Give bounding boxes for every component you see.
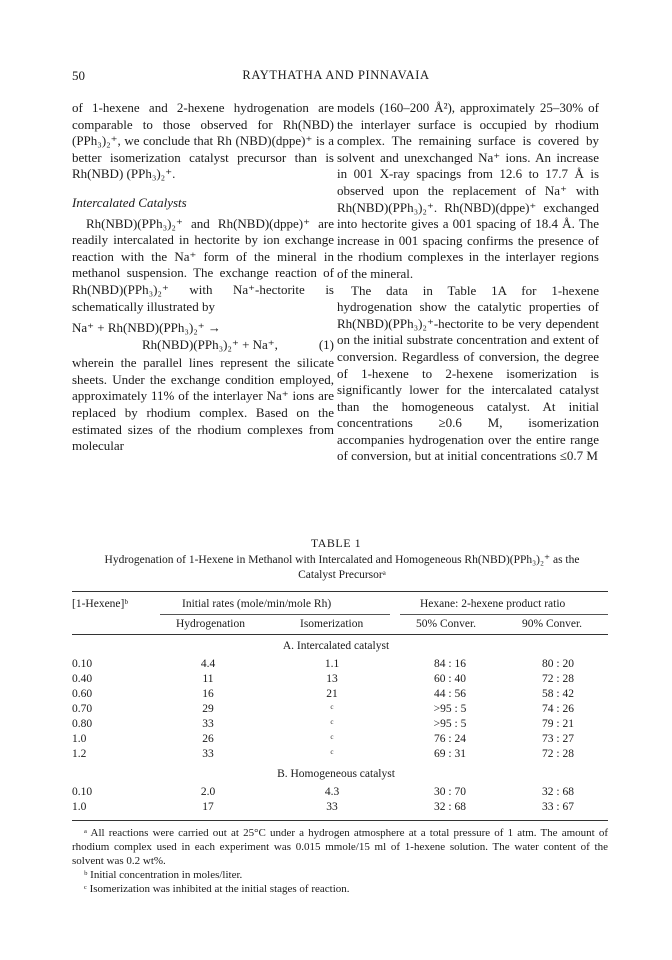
equation-line-1: Na⁺ + Rh(NBD)(PPh₃)₂⁺ → bbox=[72, 320, 221, 336]
rates-underline bbox=[160, 614, 390, 615]
section-b-label: B. Homogeneous catalyst bbox=[277, 768, 395, 780]
left-paragraph-3: wherein the parallel lines represent the silicate sheets. Under the exchange condition employed, approximately 11% of the interlayer Na⁺ ions are replaced by rhodium complex. Based on the estimated sizes of the rhodium complexes from molecular bbox=[72, 355, 334, 454]
header-ratio: Hexane: 2-hexene product ratio bbox=[420, 598, 566, 610]
table-cell-isom: ᶜ bbox=[330, 733, 334, 745]
table-bottom-rule bbox=[72, 820, 608, 821]
table-cell-hydro: 29 bbox=[202, 703, 214, 715]
footnote-a: ᵃ All reactions were carried out at 25°C under a hydrogen atmosphere at a total pressure of 1 atm. The amount of rhodium complex used in each experiment was 0.015 mmole/15 ml of 1-hexene solution. The water content of the solvent was 0.2 wt%. bbox=[72, 827, 608, 867]
table-cell-ratio90: 72 : 28 bbox=[542, 673, 574, 685]
table-cell-hydro: 26 bbox=[202, 733, 214, 745]
table-cell-conc: 0.10 bbox=[72, 658, 93, 670]
table-cell-conc: 1.2 bbox=[72, 748, 87, 760]
equation-number: (1) bbox=[318, 337, 334, 353]
subheader-hydro: Hydrogenation bbox=[176, 618, 245, 630]
table-cell-isom: ᶜ bbox=[330, 748, 334, 760]
table-label: TABLE 1 bbox=[310, 536, 362, 550]
right-column bbox=[337, 100, 599, 465]
table-cell-conc: 0.10 bbox=[72, 786, 93, 798]
table-cell-ratio50: 32 : 68 bbox=[434, 801, 466, 813]
right-paragraph-2: The data in Table 1A for 1-hexene hydrogenation show the catalytic properties of Rh(NBD)(PPh₃)₂⁺-hectorite to be very dependent on the initial substrate concentration and extent of conversion. Regardless of conversion, the degree of 1-hexene to 2-hexene isomerization is significantly lower for the intercalated catalyst than the homogeneous catalyst. At initial concentrations ≥0.6 M, isomerization accompanies hydrogenation over the entire range of conversion, but at initial concentrations ≤0.7 M bbox=[337, 282, 599, 464]
table-cell-isom: ᶜ bbox=[330, 718, 334, 730]
table-cell-hydro: 17 bbox=[202, 801, 214, 813]
equation-line-2-wrap bbox=[72, 336, 334, 353]
table-cell-isom: 21 bbox=[326, 688, 338, 700]
table-cell-conc: 0.80 bbox=[72, 718, 93, 730]
table-cell-isom: 13 bbox=[326, 673, 338, 685]
left-column bbox=[72, 100, 334, 455]
table-cell-hydro: 33 bbox=[202, 718, 214, 730]
table-cell-ratio90: 58 : 42 bbox=[542, 688, 574, 700]
section-a-label: A. Intercalated catalyst bbox=[282, 640, 390, 652]
table-cell-isom: 1.1 bbox=[324, 658, 340, 670]
left-paragraph-2: Rh(NBD)(PPh₃)₂⁺ and Rh(NBD)(dppe)⁺ are readily intercalated in hectorite by ion exchange reaction with the Na⁺ form of the mineral in methanol suspension. The exchange reaction of Rh(NBD)(PPh₃)₂⁺ with Na⁺-hectorite is schematically illustrated by bbox=[72, 215, 334, 314]
table-cell-ratio90: 72 : 28 bbox=[542, 748, 574, 760]
table-cell-conc: 0.70 bbox=[72, 703, 93, 715]
right-paragraph-1: models (160–200 Å²), approximately 25–30% of the interlayer surface is occupied by rhodium complex. The remaining surface is covered by solvent and unexchanged Na⁺ ions. An increase in 001 X-ray spacings from 12.6 to 17.7 Å is observed upon the replacement of Na⁺ with Rh(NBD)(PPh₃)₂⁺. Rh(NBD)(dppe)⁺ exchanged into hectorite gives a 001 spacing of 18.4 Å. The increase in 001 spacing confirms the presence of the rhodium complexes in the interlayer regions of the mineral. bbox=[337, 100, 599, 281]
table-cell-ratio90: 74 : 26 bbox=[542, 703, 574, 715]
table-cell-hydro: 2.0 bbox=[200, 786, 216, 798]
table-cell-hydro: 33 bbox=[202, 748, 214, 760]
ratio-underline bbox=[400, 614, 608, 615]
header-conc: [1-Hexene]ᵇ bbox=[72, 598, 128, 610]
page-number: 50 bbox=[72, 68, 85, 83]
table-cell-isom: 33 bbox=[326, 801, 338, 813]
running-head: RAYTHATHA AND PINNAVAIA bbox=[242, 68, 430, 82]
table-cell-ratio50: >95 : 5 bbox=[433, 718, 467, 730]
table-cell-ratio90: 73 : 27 bbox=[542, 733, 574, 745]
table-cell-ratio50: >95 : 5 bbox=[433, 703, 467, 715]
table-cell-isom: ᶜ bbox=[330, 703, 334, 715]
subheader-90: 90% Conver. bbox=[522, 618, 583, 630]
table-cell-ratio90: 32 : 68 bbox=[542, 786, 574, 798]
table-cell-conc: 0.40 bbox=[72, 673, 93, 685]
subheader-isom: Isomerization bbox=[300, 618, 364, 630]
table-cell-ratio50: 60 : 40 bbox=[434, 673, 466, 685]
table-top-rule bbox=[72, 591, 608, 592]
footnotes bbox=[72, 826, 608, 896]
header-rates: Initial rates (mole/min/mole Rh) bbox=[182, 598, 332, 610]
section-heading: Intercalated Catalysts bbox=[72, 194, 187, 210]
table-cell-conc: 0.60 bbox=[72, 688, 93, 700]
footnote-c: ᶜ Isomerization was inhibited at the initial stages of reaction. bbox=[84, 883, 350, 895]
table-cell-hydro: 16 bbox=[202, 688, 214, 700]
table-cell-ratio50: 30 : 70 bbox=[434, 786, 466, 798]
table-cell-ratio50: 69 : 31 bbox=[434, 748, 466, 760]
equation-line-2: Rh(NBD)(PPh₃)₂⁺ + Na⁺, bbox=[142, 337, 278, 353]
table-cell-hydro: 4.4 bbox=[200, 658, 216, 670]
left-paragraph-1: of 1-hexene and 2-hexene hydrogenation are comparable to those observed for Rh(NBD)(PPh₃)₂⁺, we conclude that Rh (NBD)(dppe)⁺ is a better isomerization catalyst precursor than is Rh(NBD) (PPh₃)₂⁺. bbox=[72, 100, 334, 182]
table-cell-ratio90: 80 : 20 bbox=[542, 658, 574, 670]
table-cell-hydro: 11 bbox=[202, 673, 214, 685]
table-cell-conc: 1.0 bbox=[72, 801, 87, 813]
table-cell-ratio50: 84 : 16 bbox=[434, 658, 466, 670]
equation-1 bbox=[72, 319, 334, 353]
table-cell-conc: 1.0 bbox=[72, 733, 87, 745]
table-cell-ratio90: 33 : 67 bbox=[542, 801, 574, 813]
table-cell-ratio90: 79 : 21 bbox=[542, 718, 574, 730]
table-caption: Hydrogenation of 1-Hexene in Methanol with Intercalated and Homogeneous Rh(NBD)(PPh₃)₂⁺ as the Catalyst Precursorᵃ bbox=[104, 554, 580, 581]
subheader-50: 50% Conver. bbox=[416, 618, 477, 630]
table-cell-ratio50: 76 : 24 bbox=[434, 733, 466, 745]
table-cell-isom: 4.3 bbox=[324, 786, 340, 798]
footnote-b: ᵇ Initial concentration in moles/liter. bbox=[84, 869, 243, 881]
table-cell-ratio50: 44 : 56 bbox=[434, 688, 466, 700]
header-bottom-rule bbox=[72, 634, 608, 635]
